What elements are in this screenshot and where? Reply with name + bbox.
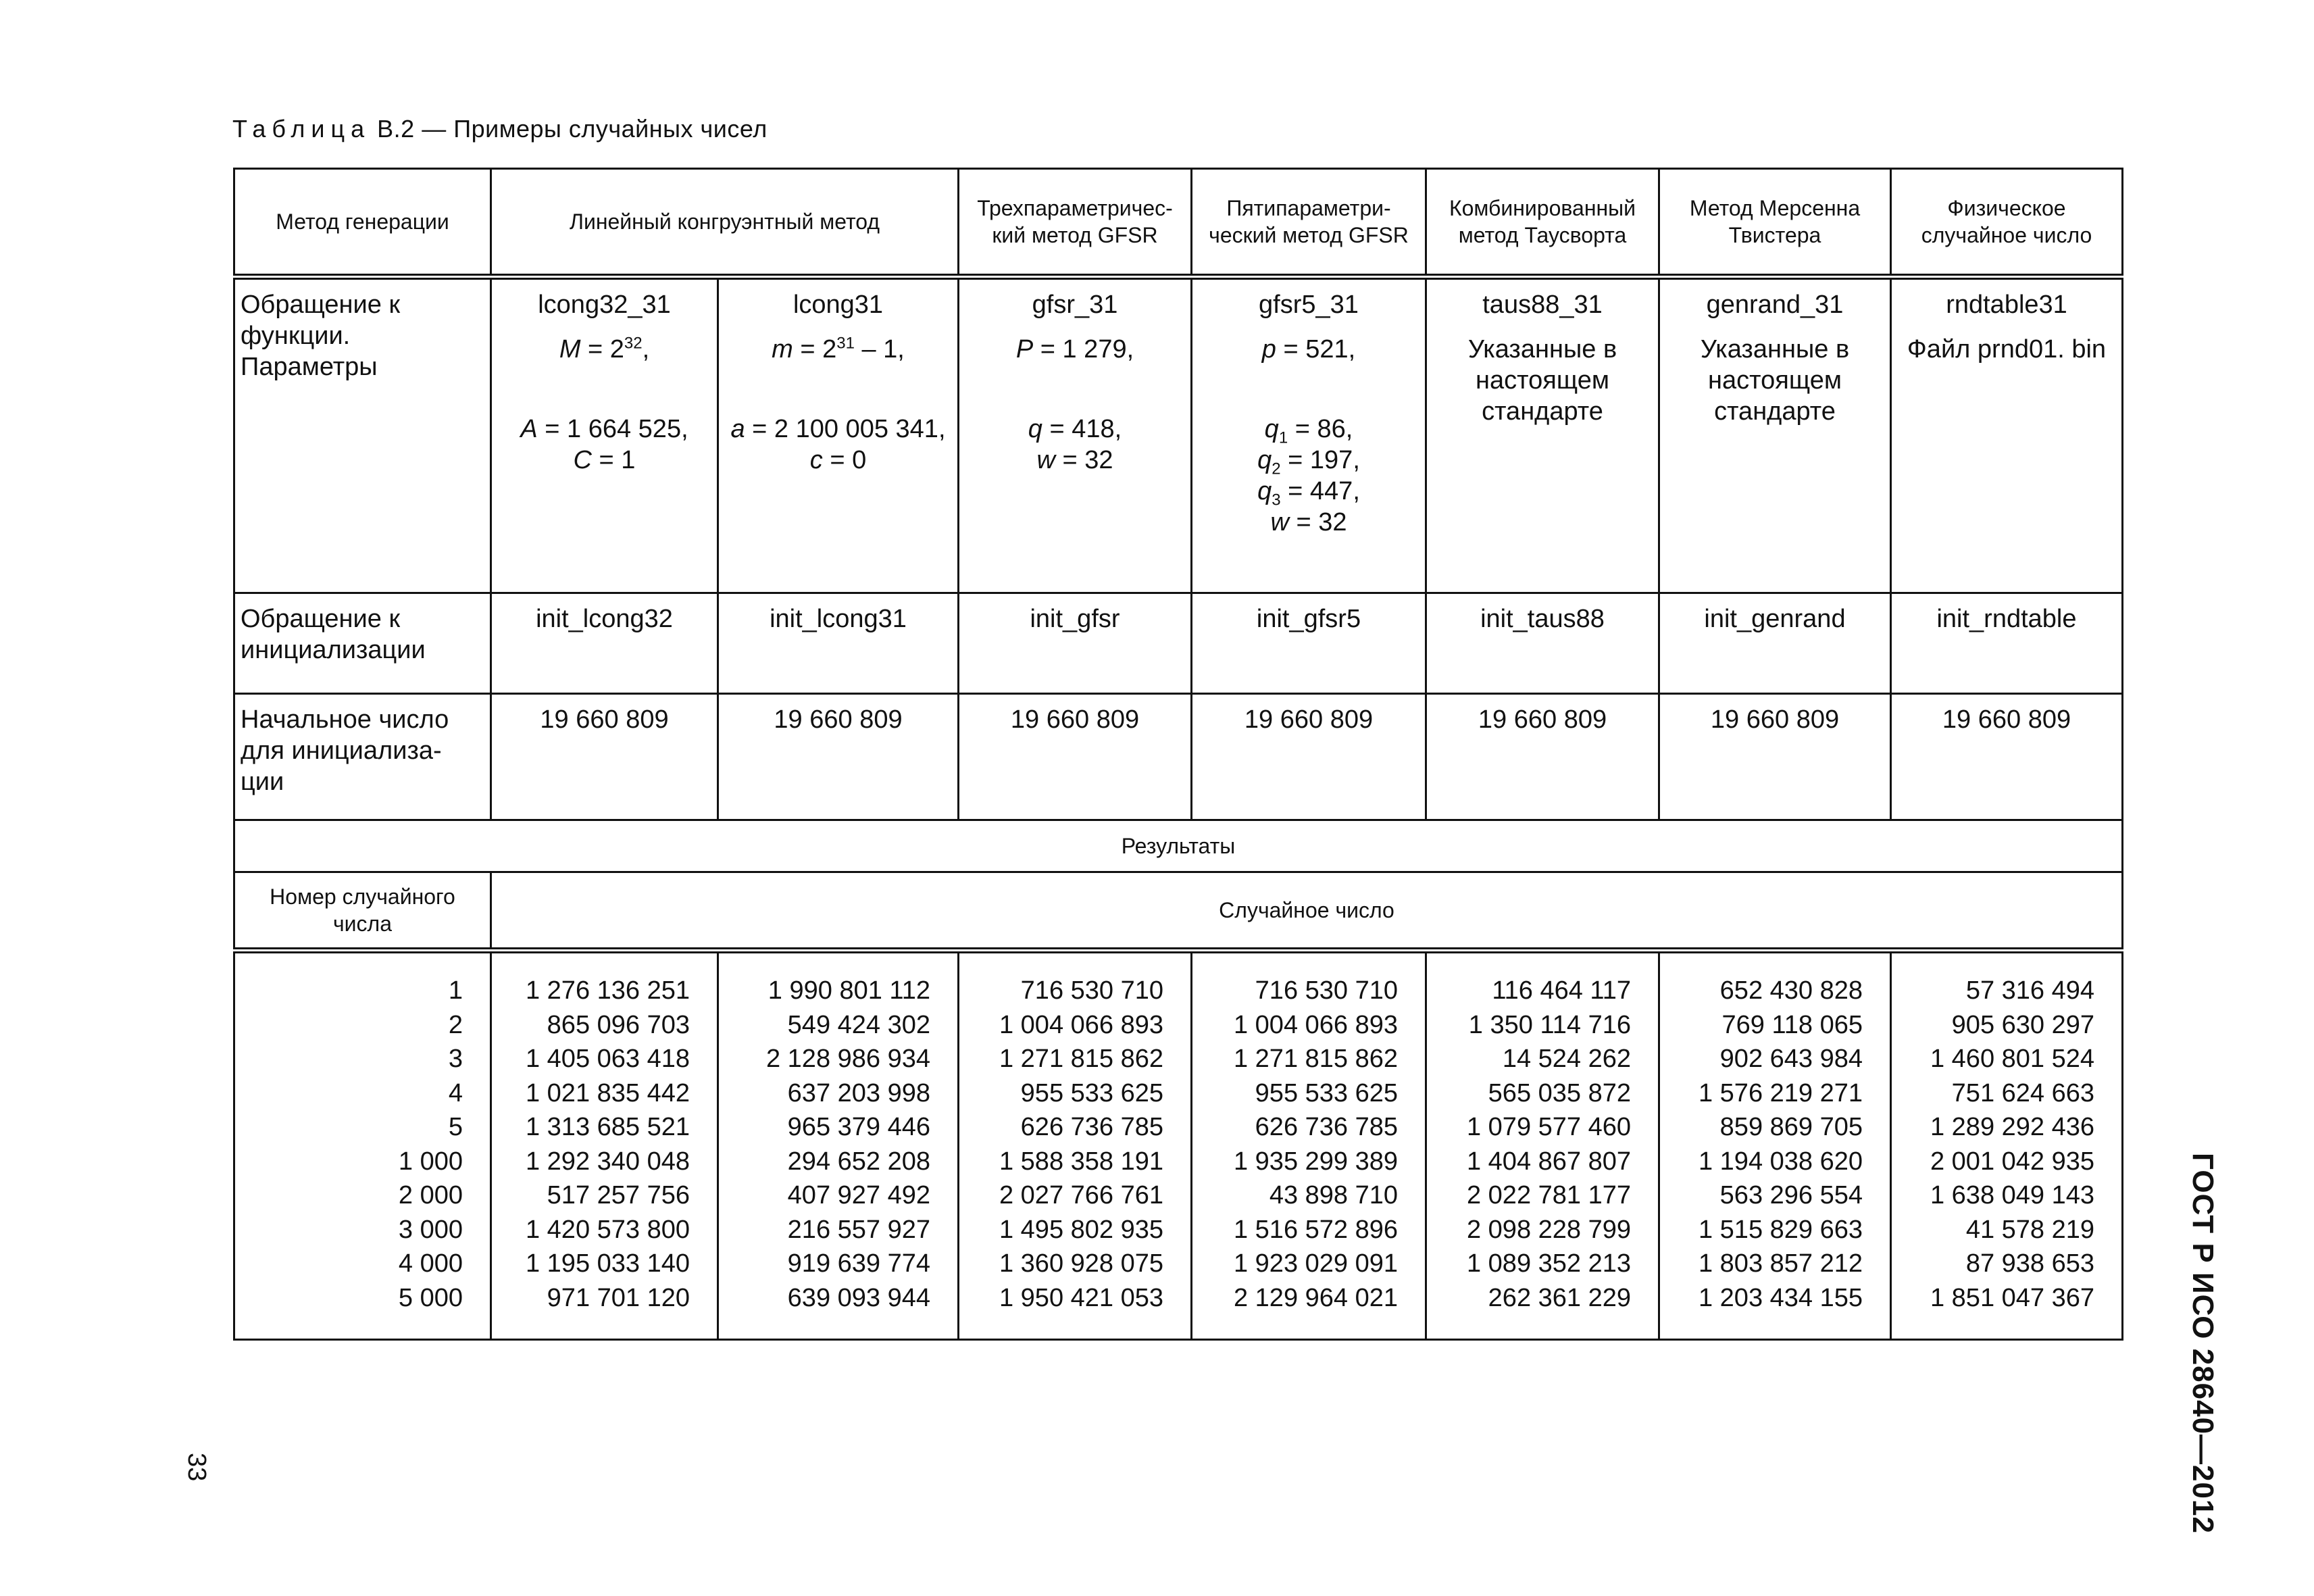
param-line: A = 1 664 525, <box>520 415 688 443</box>
numbers-header-row <box>234 872 2123 951</box>
results-label: Результаты <box>234 820 2123 872</box>
header-gfsr3: Трехпараметричес-кий метод GFSR <box>959 169 1192 277</box>
header-lcg: Линейный конгруэнтный метод <box>491 169 959 277</box>
init-cell: init_taus88 <box>1426 593 1659 694</box>
random-value: 955 533 625 <box>1020 1078 1163 1107</box>
row-number: 5 <box>448 1113 463 1141</box>
call-lcong31 <box>718 277 959 593</box>
random-value: 1 851 047 367 <box>1930 1283 2094 1312</box>
random-value: 1 194 038 620 <box>1698 1147 1863 1176</box>
random-value: 57 316 494 <box>1965 976 2094 1005</box>
random-value: 1 360 928 075 <box>999 1249 1163 1278</box>
param-line: $q_3 = 447$, <box>1257 477 1360 509</box>
call-taus <box>1426 277 1659 593</box>
random-value: 971 701 120 <box>547 1283 690 1312</box>
random-value: 1 803 857 212 <box>1698 1249 1863 1278</box>
call-genrand <box>1659 277 1891 593</box>
document-title-vertical: ГОСТ Р ИСО 28640—2012 <box>2186 1153 2219 1534</box>
func-name: lcong31 <box>793 291 884 319</box>
caption-prefix: Таблица <box>232 115 371 143</box>
row-number: 2 <box>448 1010 463 1039</box>
param-note: Указанные в настоящем стандарте <box>1467 335 1617 426</box>
seed-cell: 19 660 809 <box>1659 694 1891 820</box>
random-value: 905 630 297 <box>1951 1010 2094 1039</box>
random-value: 2 128 986 934 <box>765 1045 930 1073</box>
col-lcong31 <box>718 951 959 1340</box>
random-value: 1 576 219 271 <box>1698 1078 1863 1107</box>
header-method: Метод генерации <box>234 169 491 277</box>
row-number: 5 000 <box>398 1283 463 1312</box>
random-value: 1 495 802 935 <box>999 1215 1163 1244</box>
seed-cell: 19 660 809 <box>1426 694 1659 820</box>
random-value: 955 533 625 <box>1255 1078 1398 1107</box>
func-name: taus88_31 <box>1482 291 1603 319</box>
call-row <box>234 277 2123 593</box>
random-value: 1 079 577 460 <box>1466 1113 1631 1141</box>
random-value: 1 203 434 155 <box>1698 1283 1863 1312</box>
random-value: 1 195 033 140 <box>525 1249 690 1278</box>
col-gfsr <box>959 951 1192 1340</box>
call-lcong32 <box>491 277 718 593</box>
seed-row <box>234 694 2123 820</box>
random-value: 1 289 292 436 <box>1930 1113 2094 1141</box>
random-value: 565 035 872 <box>1488 1078 1631 1107</box>
random-value: 262 361 229 <box>1488 1283 1631 1312</box>
random-value: 751 624 663 <box>1951 1078 2094 1107</box>
seed-label: Начальное число для инициализа-ции <box>234 694 491 820</box>
seed-cell: 19 660 809 <box>1891 694 2123 820</box>
row-number: 3 <box>448 1045 463 1073</box>
random-value: 1 292 340 048 <box>525 1147 690 1176</box>
random-value: 1 923 029 091 <box>1233 1249 1398 1278</box>
random-value: 716 530 710 <box>1255 976 1398 1005</box>
func-name: lcong32_31 <box>538 291 671 319</box>
random-value: 43 898 710 <box>1269 1181 1398 1210</box>
init-row <box>234 593 2123 694</box>
row-number: 1 <box>448 976 463 1005</box>
init-cell: init_lcong31 <box>718 593 959 694</box>
func-name: gfsr5_31 <box>1259 291 1359 319</box>
row-number: 4 000 <box>398 1249 463 1278</box>
random-value: 1 950 421 053 <box>999 1283 1163 1312</box>
param-note: Файл prnd01. bin <box>1907 335 2107 364</box>
row-number: 1 000 <box>398 1147 463 1176</box>
random-value: 2 027 766 761 <box>999 1181 1163 1210</box>
param-line: C = 1 <box>573 446 636 474</box>
random-value: 87 938 653 <box>1965 1249 2094 1278</box>
random-value: 1 516 572 896 <box>1233 1215 1398 1244</box>
random-value: 1 405 063 418 <box>525 1045 690 1073</box>
init-cell: init_gfsr <box>959 593 1192 694</box>
random-value: 1 089 352 213 <box>1466 1249 1631 1278</box>
random-value: 1 460 801 524 <box>1930 1045 2094 1073</box>
init-cell: init_lcong32 <box>491 593 718 694</box>
random-value: 1 404 867 807 <box>1466 1147 1631 1176</box>
random-value: 1 638 049 143 <box>1930 1181 2094 1210</box>
random-value: 1 004 066 893 <box>1233 1010 1398 1039</box>
param-line: w = 32 <box>1270 508 1347 537</box>
param-line: w = 32 <box>1036 446 1113 474</box>
random-value: 1 271 815 862 <box>1233 1045 1398 1073</box>
random-value: 1 990 801 112 <box>768 976 930 1005</box>
random-value: 1 515 829 663 <box>1698 1215 1863 1244</box>
param-line: $M = 2^{32}$, <box>559 334 650 364</box>
random-value: 1 276 136 251 <box>525 976 690 1005</box>
random-value: 1 271 815 862 <box>999 1045 1163 1073</box>
func-name: rndtable31 <box>1946 291 2067 319</box>
row-number: 4 <box>448 1078 463 1107</box>
random-value: 902 643 984 <box>1719 1045 1863 1073</box>
init-cell: init_rndtable <box>1891 593 2123 694</box>
table-caption <box>232 115 768 143</box>
random-value: 517 257 756 <box>547 1181 690 1210</box>
results-row <box>234 820 2123 872</box>
random-value: 1 935 299 389 <box>1233 1147 1398 1176</box>
page-number: 33 <box>182 1453 211 1482</box>
col-taus88 <box>1426 951 1659 1340</box>
random-value: 2 129 964 021 <box>1233 1283 1398 1312</box>
random-value: 2 001 042 935 <box>1930 1147 2094 1176</box>
number-header: Номер случайного числа <box>234 872 491 951</box>
init-label: Обращение к инициализации <box>234 593 491 694</box>
random-value: 1 588 358 191 <box>999 1147 1163 1176</box>
random-value: 637 203 998 <box>787 1078 930 1107</box>
header-mersenne: Метод Мерсенна Твистера <box>1659 169 1891 277</box>
random-value: 626 736 785 <box>1020 1113 1163 1141</box>
random-value: 865 096 703 <box>547 1010 690 1039</box>
param-line: p = 521, <box>1261 335 1356 364</box>
header-physical: Физическое случайное число <box>1891 169 2123 277</box>
param-line: c = 0 <box>809 446 867 474</box>
header-taus: Комбинированный метод Таусворта <box>1426 169 1659 277</box>
call-rndtable <box>1891 277 2123 593</box>
col-number <box>234 951 491 1340</box>
param-line: P = 1 279, <box>1015 335 1134 364</box>
param-line: $q_1 = 86$, <box>1264 415 1353 447</box>
random-value: 652 430 828 <box>1719 976 1863 1005</box>
caption-text: В.2 — Примеры случайных чисел <box>377 115 768 143</box>
random-numbers-table <box>233 168 2123 1341</box>
random-value: 965 379 446 <box>787 1113 930 1141</box>
row-number: 2 000 <box>398 1181 463 1210</box>
random-value: 919 639 774 <box>787 1249 930 1278</box>
init-cell: init_gfsr5 <box>1192 593 1426 694</box>
random-value: 563 296 554 <box>1719 1181 1863 1210</box>
random-value: 549 424 302 <box>787 1010 930 1039</box>
seed-cell: 19 660 809 <box>959 694 1192 820</box>
param-note: Указанные в настоящем стандарте <box>1700 335 1850 426</box>
func-name: gfsr_31 <box>1032 291 1118 319</box>
param-line: q = 418, <box>1028 415 1122 443</box>
data-row <box>234 951 2123 1340</box>
col-gfsr5 <box>1192 951 1426 1340</box>
random-value: 216 557 927 <box>787 1215 930 1244</box>
random-value: 1 313 685 521 <box>525 1113 690 1141</box>
random-value: 41 578 219 <box>1965 1215 2094 1244</box>
call-label: Обращение к функции. Параметры <box>234 277 491 593</box>
random-value: 1 420 573 800 <box>525 1215 690 1244</box>
param-line: a = 2 100 005 341, <box>730 415 946 443</box>
col-genrand <box>1659 951 1891 1340</box>
header-row <box>234 169 2123 277</box>
random-value: 2 022 781 177 <box>1466 1181 1631 1210</box>
init-cell: init_genrand <box>1659 593 1891 694</box>
random-value: 1 021 835 442 <box>525 1078 690 1107</box>
random-value: 769 118 065 <box>1721 1010 1863 1039</box>
random-value: 294 652 208 <box>787 1147 930 1176</box>
row-number: 3 000 <box>398 1215 463 1244</box>
param-line: $m = 2^{31} - 1$, <box>772 334 905 364</box>
seed-cell: 19 660 809 <box>491 694 718 820</box>
random-value: 859 869 705 <box>1719 1113 1863 1141</box>
random-value: 626 736 785 <box>1255 1113 1398 1141</box>
col-rndtable <box>1891 951 2123 1340</box>
random-value: 1 004 066 893 <box>999 1010 1163 1039</box>
func-name: genrand_31 <box>1706 291 1844 319</box>
random-value: 639 093 944 <box>787 1283 930 1312</box>
seed-cell: 19 660 809 <box>718 694 959 820</box>
call-gfsr5 <box>1192 277 1426 593</box>
random-header: Случайное число <box>491 872 2123 951</box>
random-value: 2 098 228 799 <box>1466 1215 1631 1244</box>
random-value: 407 927 492 <box>787 1181 930 1210</box>
seed-cell: 19 660 809 <box>1192 694 1426 820</box>
random-value: 716 530 710 <box>1020 976 1163 1005</box>
param-line: $q_2 = 197$, <box>1257 446 1360 478</box>
random-value: 14 524 262 <box>1502 1045 1631 1073</box>
random-value: 1 350 114 716 <box>1468 1010 1631 1039</box>
header-gfsr5: Пятипараметри-ческий метод GFSR <box>1192 169 1426 277</box>
col-lcong32 <box>491 951 718 1340</box>
random-value: 116 464 117 <box>1492 976 1631 1005</box>
call-gfsr <box>959 277 1192 593</box>
